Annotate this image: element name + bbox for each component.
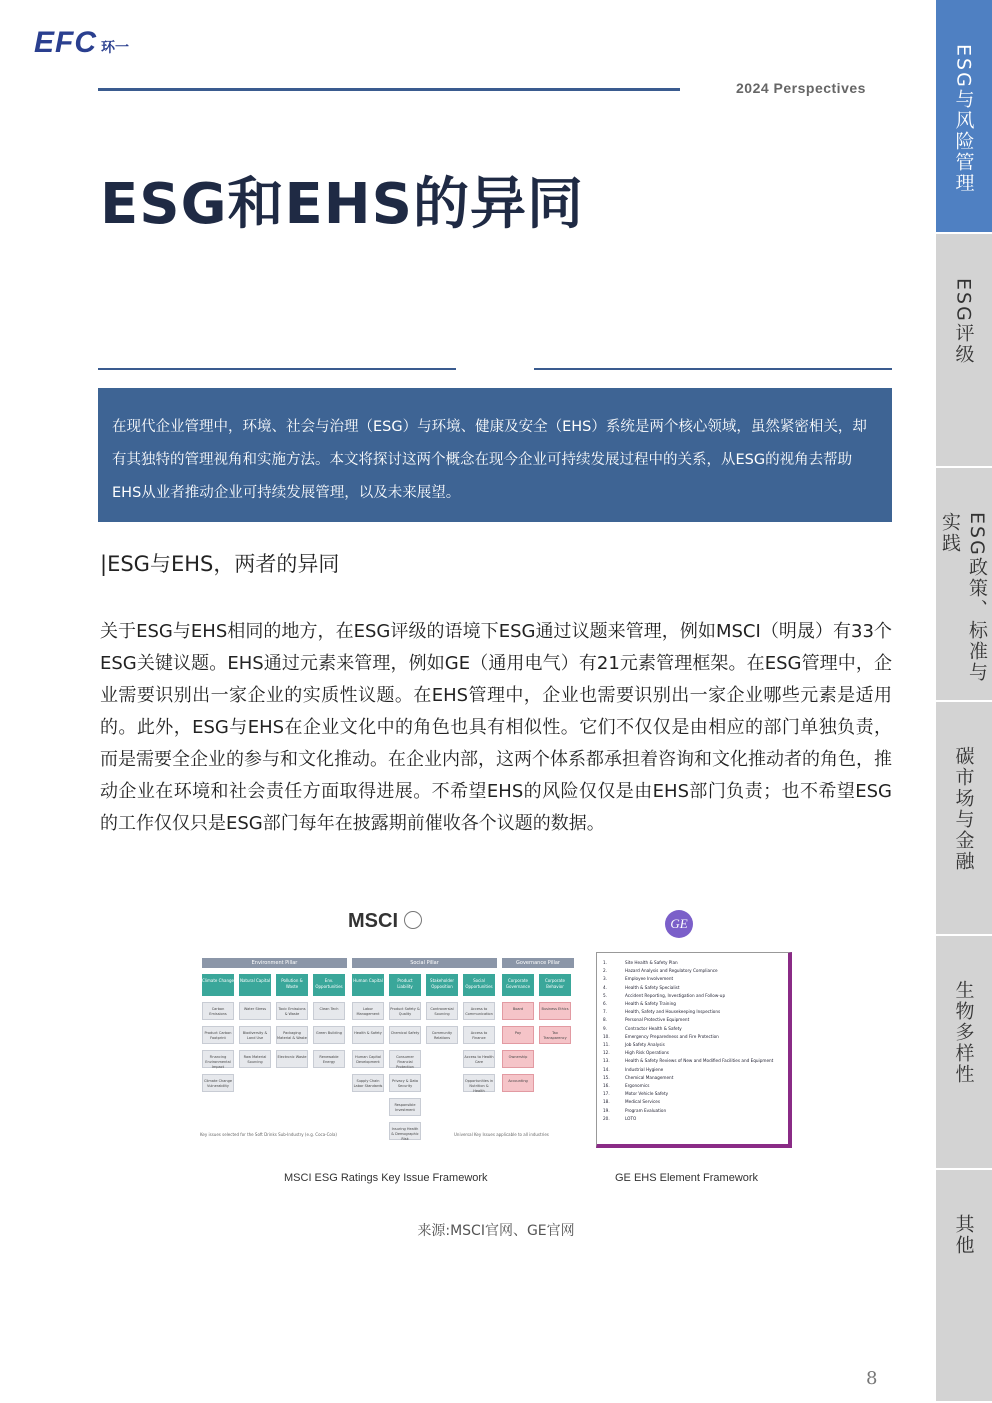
msci-issue: Community Relations bbox=[426, 1026, 458, 1044]
sidebar-tab-2[interactable] bbox=[936, 234, 992, 468]
ge-element-label: Hazard Analysis and Regulatory Compliance bbox=[625, 968, 718, 974]
msci-issue: Product Safety & Quality bbox=[389, 1002, 421, 1020]
msci-issue: Packaging Material & Waste bbox=[276, 1026, 308, 1044]
ge-element bbox=[603, 992, 782, 1000]
ge-element-number: 4. bbox=[603, 984, 607, 990]
ge-logo: GE bbox=[665, 910, 693, 938]
divider-right bbox=[534, 368, 892, 370]
msci-issue: Tax Transparency bbox=[539, 1026, 571, 1044]
ge-element bbox=[603, 967, 782, 975]
ge-element-label: Motor Vehicle Safety bbox=[625, 1091, 669, 1097]
figure-source bbox=[0, 1220, 992, 1240]
ge-element-label: High Risk Operations bbox=[625, 1050, 669, 1056]
sidebar-tab-1[interactable] bbox=[936, 0, 992, 234]
ge-element bbox=[603, 1107, 782, 1115]
msci-legend-left: Key issues selected for the Soft Drinks Sub-Industry (e.g. Coca-Cola) bbox=[200, 1132, 337, 1137]
ge-element bbox=[603, 1090, 782, 1098]
ge-element-number: 19. bbox=[603, 1107, 610, 1113]
sidebar-tab-5[interactable] bbox=[936, 936, 992, 1170]
msci-issue: Accounting bbox=[502, 1074, 534, 1092]
divider-left bbox=[98, 368, 456, 370]
ge-element bbox=[603, 975, 782, 983]
msci-theme: Climate Change bbox=[202, 974, 234, 996]
ge-element bbox=[603, 1074, 782, 1082]
msci-issue: Health & Safety bbox=[352, 1026, 384, 1044]
msci-issue: Opportunities in Nutrition & Health bbox=[463, 1074, 495, 1092]
ge-element-label: Ergonomics bbox=[625, 1083, 650, 1089]
msci-theme: Human Capital bbox=[352, 974, 384, 996]
msci-issue: Pay bbox=[502, 1026, 534, 1044]
ge-framework-list bbox=[596, 952, 792, 1148]
sidebar-tab-label: 碳市场与金融 bbox=[952, 746, 975, 872]
ge-element-number: 8. bbox=[603, 1017, 607, 1023]
intro-box: 在现代企业管理中，环境、社会与治理（ESG）与环境、健康及安全（EHS）系统是两个核心领域，虽然紧密相关，却有其独特的管理视角和实施方法。本文将探讨这两个概念在现今企业可持续发展过程中的关系，从ESG的视角去帮助EHS从业者推动企业可持续发展管理，以及未来展望。 bbox=[98, 388, 892, 522]
ge-element-number: 16. bbox=[603, 1083, 610, 1089]
msci-theme: Corporate Governance bbox=[502, 974, 534, 996]
msci-issue: Green Building bbox=[313, 1026, 345, 1044]
msci-theme: Pollution & Waste bbox=[276, 974, 308, 996]
ge-element-label: Industrial Hygiene bbox=[625, 1066, 664, 1072]
page-title: ESG和EHS的异同 bbox=[100, 172, 585, 237]
section-sidebar bbox=[936, 0, 992, 1403]
globe-icon bbox=[404, 911, 422, 929]
logo-chinese: 环一 bbox=[101, 40, 129, 56]
sidebar-tab-6[interactable] bbox=[936, 1170, 992, 1403]
msci-legend-right: Universal Key Issues applicable to all industries bbox=[454, 1132, 549, 1137]
msci-logo bbox=[348, 910, 422, 933]
msci-issue: Business Ethics bbox=[539, 1002, 571, 1020]
ge-element bbox=[603, 1057, 782, 1065]
msci-issue: Controversial Sourcing bbox=[426, 1002, 458, 1020]
logo-mark: EFC bbox=[34, 26, 97, 59]
ge-element bbox=[603, 1098, 782, 1106]
sidebar-tab-label: ESG与风险管理 bbox=[952, 44, 975, 194]
msci-issue: Clean Tech bbox=[313, 1002, 345, 1020]
ge-element-number: 13. bbox=[603, 1058, 610, 1064]
ge-element-label: Health, Safety and Housekeeping Inspections bbox=[625, 1009, 721, 1015]
msci-caption: MSCI ESG Ratings Key Issue Framework bbox=[284, 1172, 488, 1184]
ge-element bbox=[603, 1000, 782, 1008]
efc-logo bbox=[34, 26, 129, 60]
source-text: 来源:MSCI官网、GE官网 bbox=[417, 1223, 575, 1239]
ge-element bbox=[603, 1066, 782, 1074]
framework-figure bbox=[198, 904, 798, 1204]
msci-pillar: Social Pillar bbox=[352, 958, 497, 968]
ge-element-number: 17. bbox=[603, 1091, 610, 1097]
header-rule bbox=[98, 88, 680, 91]
section-heading: |ESG与EHS，两者的异同 bbox=[100, 552, 340, 576]
msci-issue: Consumer Financial Protection bbox=[389, 1050, 421, 1068]
perspectives-label: 2024 Perspectives bbox=[736, 80, 866, 96]
sidebar-tab-label: ESG评级 bbox=[952, 278, 975, 365]
msci-issue: Product Carbon Footprint bbox=[202, 1026, 234, 1044]
ge-element-label: Accident Reporting, Investigation and Follow-up bbox=[625, 992, 726, 998]
ge-element-number: 11. bbox=[603, 1042, 610, 1048]
ge-element-number: 3. bbox=[603, 976, 607, 982]
msci-issue: Human Capital Development bbox=[352, 1050, 384, 1068]
msci-issue: Renewable Energy bbox=[313, 1050, 345, 1068]
ge-element-label: Health & Safety Specialist bbox=[625, 984, 680, 990]
msci-issue: Ownership bbox=[502, 1050, 534, 1068]
sidebar-tab-3[interactable] bbox=[936, 468, 992, 702]
msci-issue: Access to Health Care bbox=[463, 1050, 495, 1068]
ge-element-number: 18. bbox=[603, 1099, 610, 1105]
sidebar-tab-label: ESG政策、标准与实践 bbox=[939, 512, 988, 683]
msci-issue: Access to Communication bbox=[463, 1002, 495, 1020]
msci-issue: Chemical Safety bbox=[389, 1026, 421, 1044]
msci-issue: Board bbox=[502, 1002, 534, 1020]
ge-caption: GE EHS Element Framework bbox=[615, 1172, 759, 1184]
msci-issue: Labor Management bbox=[352, 1002, 384, 1020]
ge-element bbox=[603, 1016, 782, 1024]
msci-issue: Privacy & Data Security bbox=[389, 1074, 421, 1092]
msci-issue: Water Stress bbox=[239, 1002, 271, 1020]
msci-issue: Electronic Waste bbox=[276, 1050, 308, 1068]
msci-theme: Natural Capital bbox=[239, 974, 271, 996]
msci-logo-text: MSCI bbox=[348, 910, 398, 932]
ge-element-label: Employee Involvement bbox=[625, 976, 674, 982]
msci-issue: Toxic Emissions & Waste bbox=[276, 1002, 308, 1020]
sidebar-tab-label: 生物多样性 bbox=[952, 980, 975, 1085]
ge-element-number: 14. bbox=[603, 1066, 610, 1072]
ge-element-label: Job Safety Analysis bbox=[625, 1042, 665, 1048]
ge-element bbox=[603, 1041, 782, 1049]
msci-issue: Responsible Investment bbox=[389, 1098, 421, 1116]
ge-element-number: 6. bbox=[603, 1001, 607, 1007]
ge-element bbox=[603, 1115, 782, 1123]
msci-issue: Supply Chain Labor Standards bbox=[352, 1074, 384, 1092]
ge-element-number: 2. bbox=[603, 968, 607, 974]
ge-element-label: Program Evaluation bbox=[625, 1107, 667, 1113]
msci-issue: Financing Environmental Impact bbox=[202, 1050, 234, 1068]
ge-element-label: Health & Safety Reviews of New and Modified Facilities and Equipment bbox=[625, 1058, 774, 1064]
ge-element-label: Emergency Preparedness and Fire Protection bbox=[625, 1033, 719, 1039]
msci-pillar: Governance Pillar bbox=[502, 958, 574, 968]
msci-theme: Corporate Behavior bbox=[539, 974, 571, 996]
ge-element-label: Medical Services bbox=[625, 1099, 661, 1105]
msci-issue: Climate Change Vulnerability bbox=[202, 1074, 234, 1092]
ge-element-number: 10. bbox=[603, 1033, 610, 1039]
msci-theme: Env. Opportunities bbox=[313, 974, 345, 996]
ge-element-number: 1. bbox=[603, 960, 607, 965]
msci-issue: Insuring Health & Demographic Risk bbox=[389, 1122, 421, 1140]
ge-element bbox=[603, 1033, 782, 1041]
page-number: 8 bbox=[866, 1368, 878, 1389]
ge-element-number: 12. bbox=[603, 1050, 610, 1056]
ge-element-number: 5. bbox=[603, 992, 607, 998]
ge-element-number: 7. bbox=[603, 1009, 607, 1015]
ge-element-label: Chemical Management bbox=[625, 1074, 674, 1080]
msci-issue: Raw Material Sourcing bbox=[239, 1050, 271, 1068]
ge-element bbox=[603, 1008, 782, 1016]
msci-theme: Social Opportunities bbox=[463, 974, 495, 996]
msci-pillar: Environment Pillar bbox=[202, 958, 347, 968]
ge-element-number: 20. bbox=[603, 1115, 610, 1121]
ge-element bbox=[603, 1025, 782, 1033]
ge-element-label: Site Health & Safety Plan bbox=[625, 960, 678, 965]
msci-framework-diagram bbox=[202, 958, 578, 1148]
ge-element-label: Personal Protective Equipment bbox=[625, 1017, 690, 1023]
ge-element-label: LOTO bbox=[625, 1115, 637, 1121]
body-paragraph: 关于ESG与EHS相同的地方，在ESG评级的语境下ESG通过议题来管理，例如MSCI（明晟）有33个ESG关键议题。EHS通过元素来管理，例如GE（通用电气）有21元素管理框架。在ESG管理中，企业需要识别出一家企业的实质性议题。在EHS管理中，企业也需要识别出一家企业哪些元素是适用的。此外，ESG与EHS在企业文化中的角色也具有相似性。它们不仅仅是由相应的部门单独负责，而是需要全企业的参与和文化推动。在企业内部，这两个体系都承担着咨询和文化推动者的角色，推动企业在环境和社会责任方面取得进展。不希望EHS的风险仅仅是由EHS部门负责；也不希望ESG的工作仅仅只是ESG部门每年在披露期前催收各个议题的数据。 bbox=[100, 621, 892, 834]
sidebar-tab-4[interactable] bbox=[936, 702, 992, 936]
ge-element-number: 15. bbox=[603, 1074, 610, 1080]
ge-element bbox=[603, 959, 782, 967]
ge-element bbox=[603, 1049, 782, 1057]
msci-issue: Access to Finance bbox=[463, 1026, 495, 1044]
sidebar-tab-label: 其他 bbox=[952, 1214, 975, 1256]
msci-theme: Product Liability bbox=[389, 974, 421, 996]
msci-theme: Stakeholder Opposition bbox=[426, 974, 458, 996]
ge-element bbox=[603, 984, 782, 992]
ge-element bbox=[603, 1082, 782, 1090]
msci-issue: Carbon Emissions bbox=[202, 1002, 234, 1020]
ge-element-number: 9. bbox=[603, 1025, 607, 1031]
ge-element-label: Health & Safety Training bbox=[625, 1001, 676, 1007]
msci-issue: Biodiversity & Land Use bbox=[239, 1026, 271, 1044]
ge-element-label: Contractor Health & Safety bbox=[625, 1025, 682, 1031]
